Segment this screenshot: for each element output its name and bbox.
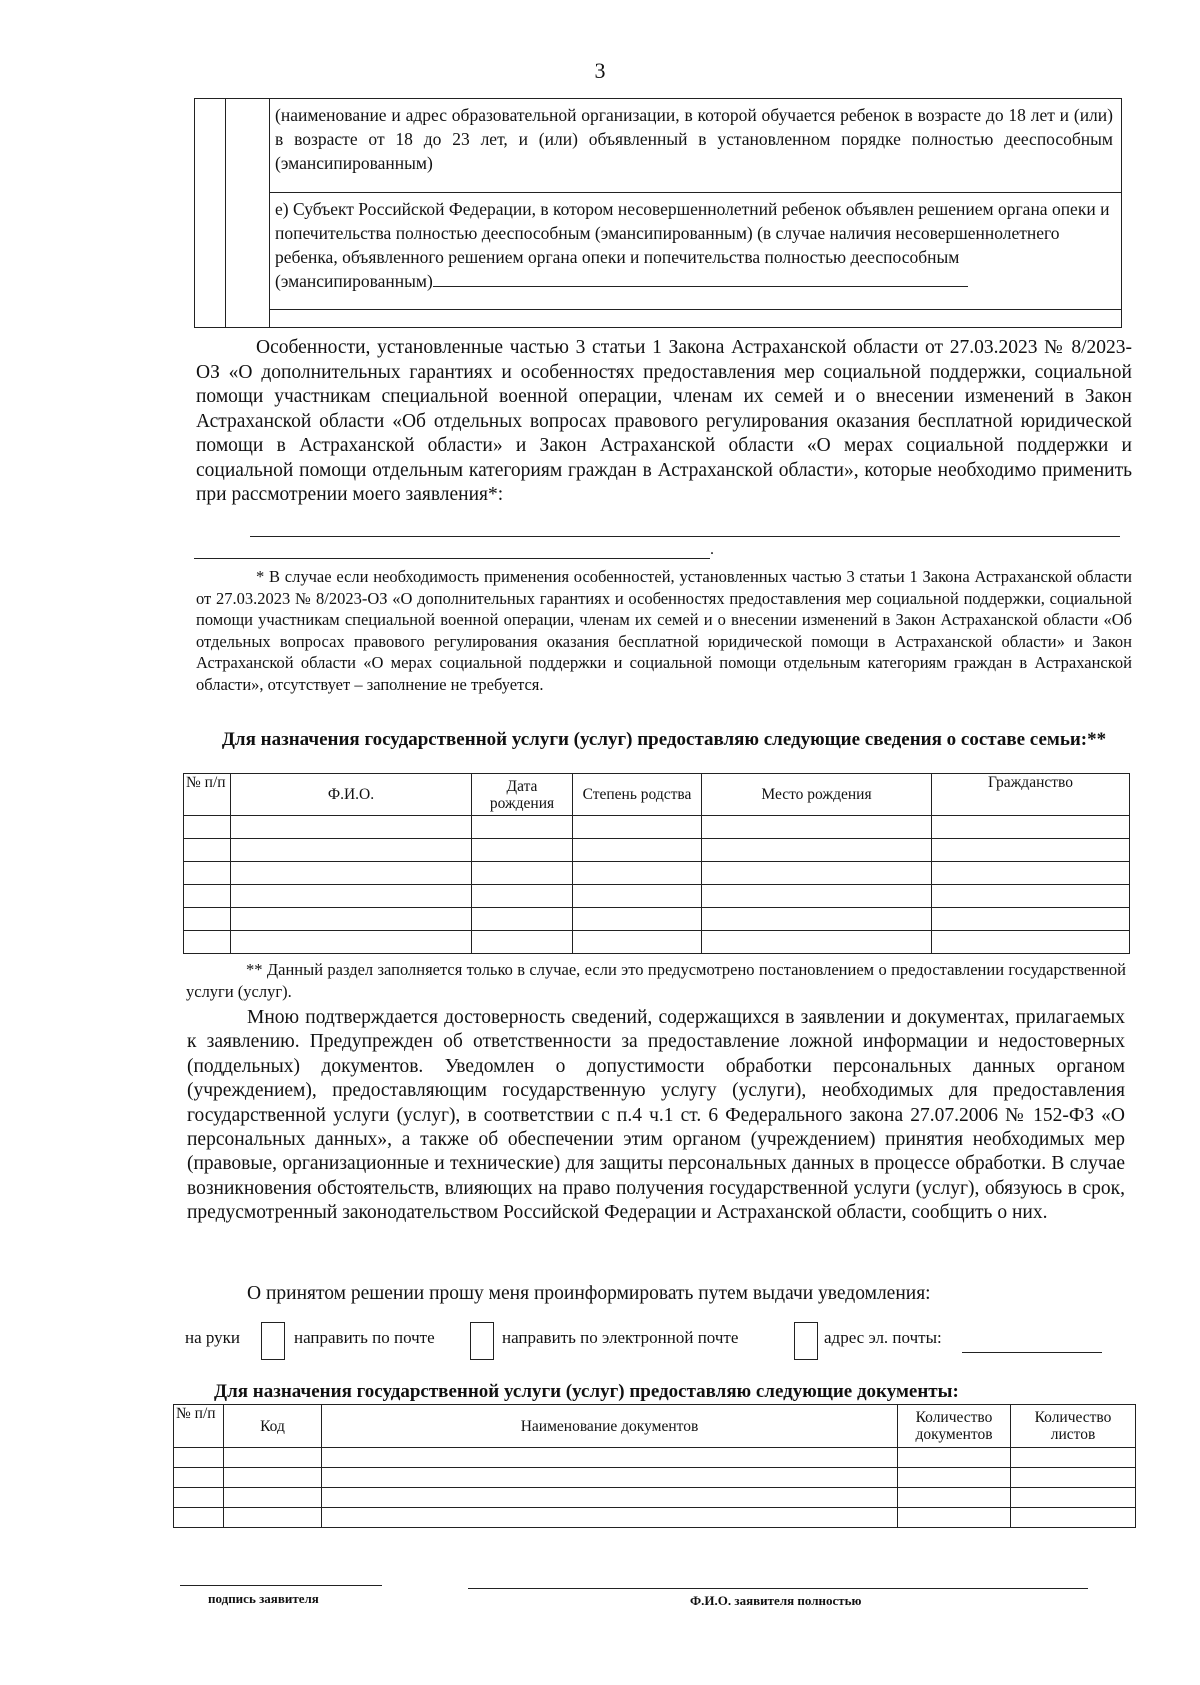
email-address-label: адрес эл. почты:: [824, 1328, 942, 1347]
fio-input-line[interactable]: [468, 1588, 1088, 1589]
table-row[interactable]: [174, 1468, 1136, 1488]
emancipation-region-input[interactable]: [433, 272, 968, 287]
line-end-dot: .: [710, 541, 714, 558]
documents-section-heading: Для назначения государственной услуги (услуг) предоставляю следующие документы:: [214, 1381, 959, 1402]
col-header-sheet-count: Количество листов: [1011, 1405, 1136, 1448]
fio-label: Ф.И.О. заявителя полностью: [690, 1593, 862, 1608]
signature-label: подпись заявителя: [208, 1591, 319, 1606]
table-row[interactable]: [184, 816, 1130, 839]
family-section-heading: Для назначения государственной услуги (услуг) предоставляю следующие сведения о составе семьи:**: [221, 729, 1107, 750]
table-header-row: [174, 1405, 1136, 1448]
features-paragraph: Особенности, установленные частью 3 статьи 1 Закона Астраханской области от 27.03.2023 № 8/2023-ОЗ «О дополнительных гарантиях и особенностях предоставления мер социальной поддержки, социальной помощи участникам специальной военной операции, членам их семей и о внесении изменений в Закон Астраханской области «Об отдельных вопросах правового регулирования оказания бесплатной юридической помощи в Астраханской области» и Закон Астраханской области «О мерах социальной поддержки и социальной помощи отдельным категориям граждан в Астраханской области», которые необходимо применить при рассмотрении моего заявления*:: [196, 337, 1132, 505]
table-divider: [269, 99, 270, 327]
table-divider: [225, 99, 226, 327]
table-row[interactable]: [174, 1488, 1136, 1508]
footnote-features: * В случае если необходимость применения особенностей, установленных частью 3 статьи 1 Закона Астраханской области от 27.03.2023 № 8/2023-ОЗ «О дополнительных гарантиях и особенностях предоставления мер социальной поддержки, социальной помощи участникам специальной военной операции, членам их семей и о внесении изменений в Закон Астраханской области «Об отдельных вопросах правового регулирования оказания бесплатной юридической помощи в Астраханской области» и Закон Астраханской области «О мерах социальной поддержки и социальной помощи отдельным категориям граждан в Астраханской области», отсутствует – заполнение не требуется.: [196, 567, 1132, 694]
education-org-note: (наименование и адрес образовательной организации, в которой обучается ребенок в возрасте до 18 лет и (или) в возрасте от 18 до 23 лет, и (или) объявленный в установленном порядке полностью дееспособным (эмансипированным): [275, 105, 1113, 173]
email-address-input[interactable]: [962, 1352, 1102, 1353]
option-by-hand-label: на руки: [185, 1328, 241, 1347]
option-by-email-checkbox[interactable]: [794, 1322, 818, 1360]
features-input-line[interactable]: [194, 558, 710, 559]
table-row[interactable]: [184, 885, 1130, 908]
table-row[interactable]: [174, 1508, 1136, 1528]
col-header-code: Код: [224, 1405, 322, 1448]
col-header-kinship: Степень родства: [573, 774, 702, 816]
option-by-hand-checkbox[interactable]: [261, 1322, 285, 1360]
signature-input-line[interactable]: [180, 1585, 382, 1586]
documents-table: [173, 1404, 1136, 1528]
col-header-number: № п/п: [184, 774, 231, 816]
family-table: [183, 773, 1130, 954]
option-by-mail-checkbox[interactable]: [470, 1322, 494, 1360]
option-by-email-label: направить по электронной почте: [502, 1328, 739, 1347]
table-row[interactable]: [174, 1448, 1136, 1468]
notification-text: О принятом решении прошу меня проинформировать путем выдачи уведомления:: [247, 1283, 931, 1304]
col-header-number: № п/п: [174, 1405, 224, 1448]
col-header-birth-date: Дата рождения: [472, 774, 573, 816]
table-row[interactable]: [184, 839, 1130, 862]
col-header-document-count: Количество документов: [898, 1405, 1011, 1448]
table-row[interactable]: [184, 862, 1130, 885]
table-row[interactable]: [184, 931, 1130, 954]
table-divider: [269, 309, 1121, 310]
col-header-fio: Ф.И.О.: [231, 774, 472, 816]
emancipation-region-label: е) Субъект Российской Федерации, в котором несовершеннолетний ребенок объявлен решением органа опеки и попечительства полностью дееспособным (эмансипированным) (в случае наличия несовершеннолетнего ребенка, объявленного решением органа опеки и попечительства полностью дееспособным (эмансипированным): [275, 199, 1110, 291]
confirmation-paragraph: Мною подтверждается достоверность сведений, содержащихся в заявлении и документах, прилагаемых к заявлению. Предупрежден об ответственности за предоставление ложной информации и недостоверных (поддельных) документов. Уведомлен о допустимости обработки персональных данных органом (учреждением), предоставляющим государственную услугу (услуги), необходимых для предоставления государственной услуги (услуг), в соответствии с п.4 ч.1 ст. 6 Федерального закона 27.07.2006 № 152-ФЗ «О персональных данных», а также об обеспечении этим органом (учреждением) принятия необходимых мер (правовые, организационные и технические) для защиты персональных данных в процессе обработки. В случае возникновения обстоятельств, влияющих на право получения государственной услуги (услуг), обязуюсь в срок, предусмотренный законодательством Российской Федерации и Астраханской области, сообщить о них.: [187, 1007, 1125, 1224]
option-by-mail-label: направить по почте: [294, 1328, 435, 1347]
footnote-family: ** Данный раздел заполняется только в случае, если это предусмотрено постановлением о предоставлении государственной услуги (услуг).: [186, 960, 1126, 1001]
features-input-line[interactable]: [250, 536, 1120, 537]
table-divider: [269, 192, 1121, 193]
emancipation-region-field: [275, 197, 1113, 293]
page-number: 3: [594, 58, 606, 83]
table-row[interactable]: [184, 908, 1130, 931]
top-table: [194, 98, 1122, 328]
col-header-birth-place: Место рождения: [702, 774, 932, 816]
table-header-row: [184, 774, 1130, 816]
col-header-citizenship: Гражданство: [932, 774, 1130, 816]
col-header-document-name: Наименование документов: [322, 1405, 898, 1448]
